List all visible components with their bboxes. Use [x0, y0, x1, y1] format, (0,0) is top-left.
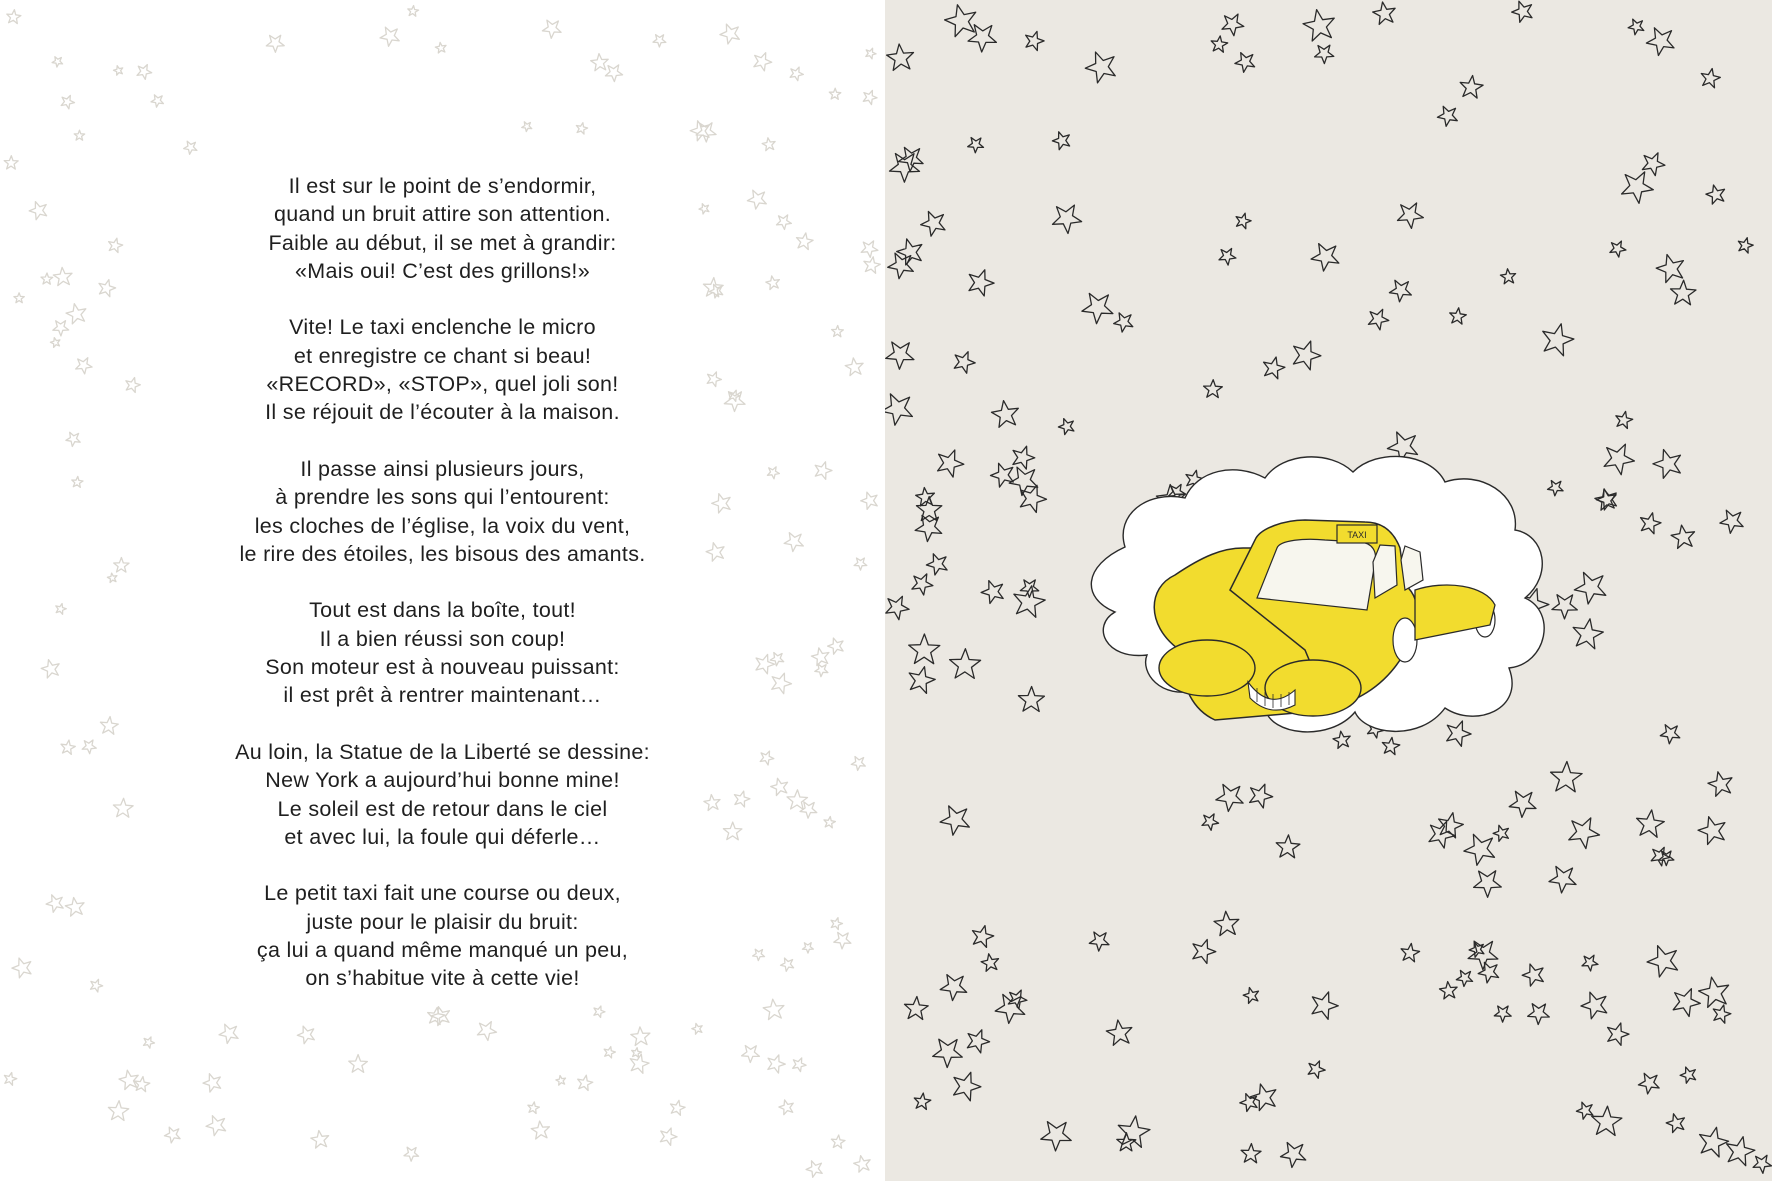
- star-icon: [720, 24, 739, 44]
- star-icon: [4, 156, 18, 169]
- stanza: [0, 738, 885, 851]
- star-icon: [742, 1046, 760, 1063]
- star-icon: [866, 48, 876, 59]
- poem-text: [0, 172, 885, 1021]
- star-icon: [203, 1074, 221, 1092]
- star-icon: [631, 1027, 650, 1046]
- star-icon: [349, 1055, 368, 1073]
- poem-line: Il passe ainsi plusieurs jours,: [300, 456, 585, 481]
- star-icon: [206, 1116, 226, 1136]
- poem-line: Il est sur le point de s’endormir,: [288, 174, 597, 198]
- poem-line: Le petit taxi fait une course ou deux,: [264, 881, 621, 906]
- poem-line: les cloches de l’église, la voix du vent,: [254, 513, 631, 538]
- poem-line: Le soleil est de retour dans le ciel: [277, 796, 608, 821]
- star-icon: [114, 66, 123, 76]
- taxi-on-cloud-illustration: [885, 0, 1772, 1181]
- star-icon: [164, 1127, 180, 1143]
- star-icon: [660, 1128, 677, 1145]
- star-icon: [184, 141, 197, 154]
- stanza: [0, 596, 885, 709]
- star-icon: [863, 90, 877, 104]
- star-icon: [135, 1077, 150, 1092]
- star-icon: [790, 67, 803, 81]
- star-icon: [151, 95, 163, 107]
- star-icon: [311, 1131, 329, 1149]
- star-icon: [108, 1101, 128, 1121]
- poem-line: Tout est dans la boîte, tout!: [309, 598, 576, 623]
- poem-line: on s’habitue vite à cette vie!: [305, 966, 580, 991]
- star-icon: [52, 57, 63, 67]
- star-icon: [604, 1047, 615, 1058]
- star-icon: [404, 1147, 419, 1161]
- star-icon: [542, 20, 561, 38]
- poem-line: quand un bruit attire son attention.: [273, 202, 612, 227]
- star-icon: [671, 1100, 686, 1115]
- poem-line: Faible au début, il se met à grandir:: [268, 230, 617, 255]
- star-icon: [692, 1023, 702, 1034]
- stanza: [0, 172, 885, 285]
- poem-line: Il a bien réussi son coup!: [319, 626, 566, 651]
- star-icon: [522, 122, 532, 132]
- poem-line: Son moteur est à nouveau puissant:: [265, 655, 620, 680]
- taxi-sign-text: TAXI: [1347, 530, 1367, 540]
- star-icon: [630, 1054, 649, 1073]
- star-icon: [61, 95, 74, 109]
- poem-line: «RECORD», «STOP», quel joli son!: [266, 372, 619, 397]
- star-icon: [7, 10, 21, 24]
- star-icon: [477, 1022, 496, 1041]
- text-page: [0, 0, 885, 1181]
- star-icon: [435, 42, 446, 53]
- star-icon: [4, 1073, 16, 1086]
- illustration-page: [885, 0, 1772, 1181]
- star-icon: [768, 1055, 785, 1073]
- star-icon: [219, 1024, 238, 1043]
- star-icon: [531, 1121, 549, 1139]
- star-icon: [831, 1135, 845, 1148]
- star-icon: [576, 123, 587, 134]
- star-icon: [528, 1102, 540, 1114]
- poem-line: «Mais oui! C’est des grillons!»: [295, 258, 590, 283]
- poem-line: New York a aujourd’hui bonne mine!: [265, 768, 620, 793]
- star-icon: [762, 138, 775, 151]
- star-icon: [829, 88, 841, 99]
- star-icon: [754, 53, 772, 71]
- stanza: [0, 455, 885, 568]
- star-icon: [266, 35, 284, 52]
- poem-line: et enregistre ce chant si beau!: [293, 343, 592, 368]
- poem-line: et avec lui, la foule qui déferle…: [284, 824, 601, 849]
- star-icon: [605, 65, 622, 82]
- poem-line: Au loin, la Statue de la Liberté se dessine:: [235, 739, 650, 764]
- stanza: [0, 879, 885, 992]
- star-icon: [297, 1026, 314, 1044]
- star-icon: [380, 27, 399, 46]
- poem-line: juste pour le plaisir du bruit:: [306, 909, 579, 934]
- poem-line: Il se réjouit de l’écouter à la maison.: [265, 400, 620, 425]
- poem-line: le rire des étoiles, les bisous des amants.: [239, 541, 646, 566]
- star-icon: [556, 1076, 566, 1086]
- star-icon: [854, 1156, 870, 1173]
- poem-line: il est prêt à rentrer maintenant…: [283, 683, 602, 708]
- poem-line: Vite! Le taxi enclenche le micro: [289, 315, 596, 340]
- star-icon: [578, 1075, 593, 1090]
- stanza: [0, 313, 885, 426]
- star-icon: [137, 65, 152, 80]
- star-icon: [653, 35, 666, 47]
- star-icon: [74, 130, 85, 140]
- poem-line: ça lui a quand même manqué un peu,: [256, 938, 629, 963]
- star-icon: [793, 1058, 806, 1072]
- star-icon: [779, 1100, 793, 1115]
- star-icon: [144, 1037, 155, 1048]
- star-icon: [591, 54, 609, 71]
- poem-line: à prendre les sons qui l’entourent:: [275, 485, 610, 510]
- star-icon: [408, 6, 419, 17]
- star-icon: [119, 1070, 138, 1089]
- star-icon: [806, 1161, 822, 1178]
